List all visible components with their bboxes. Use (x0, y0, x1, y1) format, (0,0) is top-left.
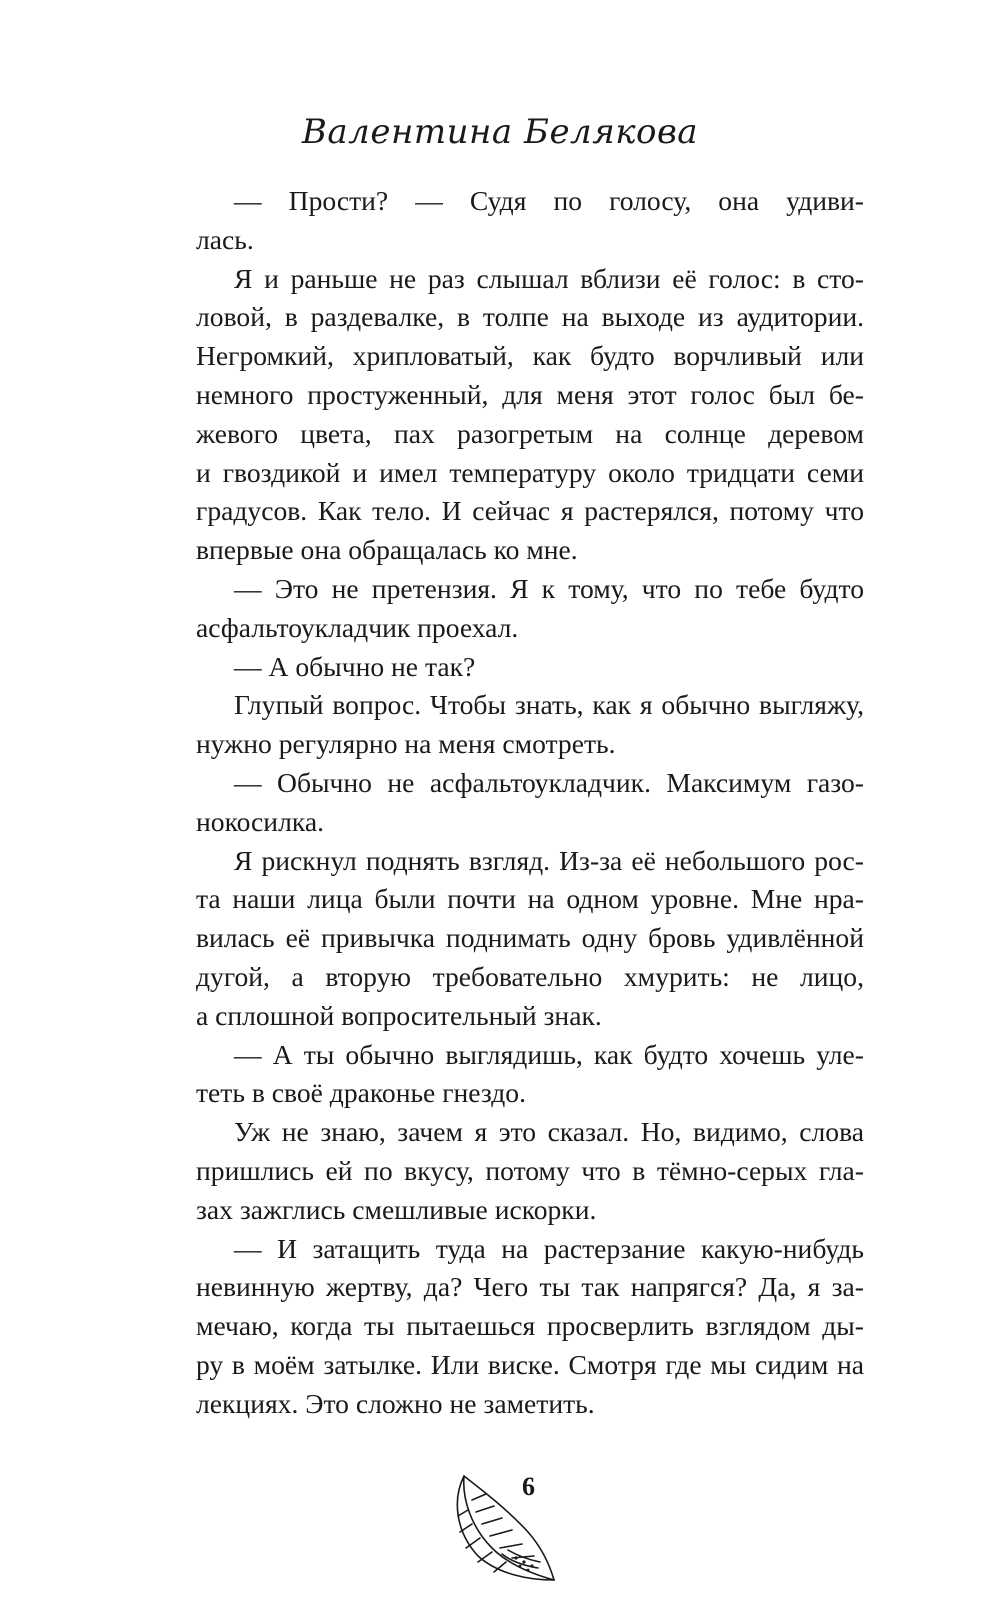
text-line: Глупый вопрос. Чтобы знать, как я обычно выгляжу, (234, 689, 864, 721)
text-line: нокосилка. (196, 805, 324, 837)
feather-icon (442, 1470, 562, 1590)
text-line: — Это не претензия. Я к тому, что по тебе будто (234, 572, 864, 604)
text-line: та наши лица были почти на одном уровне. Мне нра- (196, 883, 864, 915)
text-line: вилась её привычка поднимать одну бровь удивлённой (196, 922, 864, 954)
text-line: невинную жертву, да? Чего ты так напрягся? Да, я за- (196, 1271, 864, 1303)
text-line: теть в своё драконье гнездо. (196, 1077, 526, 1109)
text-line: немного простуженный, для меня этот голос был бе- (196, 378, 864, 410)
text-line: нужно регулярно на меня смотреть. (196, 728, 616, 760)
page-footer (0, 1470, 1000, 1590)
text-line: — А ты обычно выглядишь, как будто хочешь уле- (234, 1038, 864, 1070)
text-line: Уж не знаю, зачем я это сказал. Но, видимо, слова (234, 1116, 864, 1148)
text-line: лекциях. Это сложно не заметить. (196, 1387, 595, 1419)
text-line: Я рискнул поднять взгляд. Из-за её небольшого рос- (234, 844, 864, 876)
text-line: мечаю, когда ты пытаешься просверлить взглядом ды- (196, 1310, 864, 1342)
page-number: 6 (522, 1472, 535, 1501)
text-line: — Прости? — Судя по голосу, она удиви- (234, 185, 864, 216)
text-line: жевого цвета, пах разогретым на солнце деревом (196, 417, 864, 449)
text-line: — И затащить туда на растерзание какую-нибудь (234, 1232, 864, 1264)
text-line: лась. (196, 223, 254, 255)
text-line: — Обычно не асфальтоукладчик. Максимум газо- (234, 766, 864, 798)
author-signature: Валентина Белякова (301, 112, 699, 152)
body-text (196, 182, 864, 1424)
text-line: асфальтоукладчик проехал. (196, 611, 519, 643)
text-line: ловой, в раздевалке, в толпе на выходе из аудитории. (196, 301, 864, 333)
text-line: — А обычно не так? (234, 650, 476, 682)
text-line: дугой, а вторую требовательно хмурить: не лицо, (196, 960, 864, 992)
text-line: и гвоздикой и имел температуру около тридцати семи (196, 456, 864, 488)
text-line: Я и раньше не раз слышал вблизи её голос: в сто- (234, 262, 864, 294)
text-line: впервые она обращалась ко мне. (196, 534, 578, 566)
text-line: Негромкий, хрипловатый, как будто ворчливый или (196, 340, 864, 372)
text-line: зах зажглись смешливые искорки. (196, 1193, 597, 1225)
text-line: градусов. Как тело. И сейчас я растерялся, потому что (196, 495, 864, 527)
text-line: ру в моём затылке. Или виске. Смотря где мы сидим на (196, 1348, 864, 1380)
running-header (0, 112, 1000, 152)
text-line: пришлись ей по вкусу, потому что в тёмно-серых гла- (196, 1154, 864, 1186)
text-line: а сплошной вопросительный знак. (196, 999, 602, 1031)
